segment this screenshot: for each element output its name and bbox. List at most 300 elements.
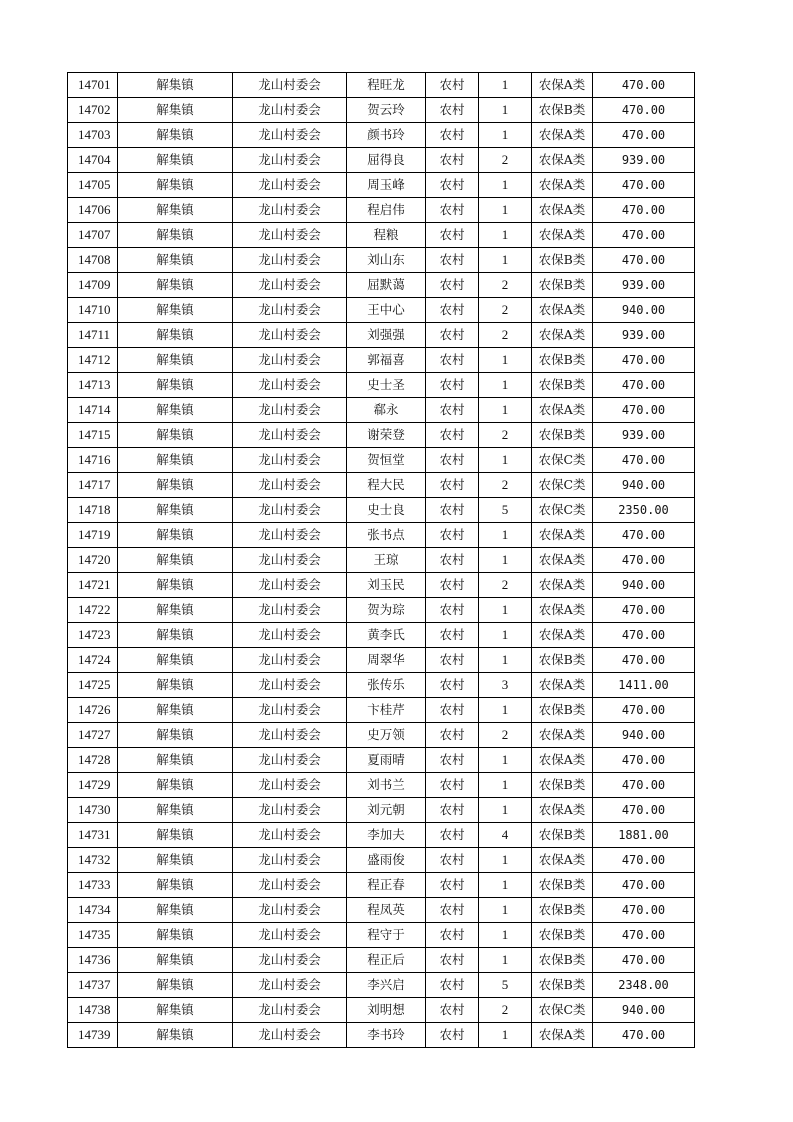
amount-cell: 470.00: [593, 523, 695, 548]
amount-cell: 2348.00: [593, 973, 695, 998]
residence-type-cell: 农村: [426, 98, 479, 123]
town-cell: 解集镇: [118, 748, 233, 773]
record-id-cell: 14714: [68, 398, 118, 423]
residence-type-cell: 农村: [426, 123, 479, 148]
town-cell: 解集镇: [118, 623, 233, 648]
town-cell: 解集镇: [118, 723, 233, 748]
town-cell: 解集镇: [118, 948, 233, 973]
insurance-category-cell: 农保B类: [532, 973, 593, 998]
record-id-cell: 14728: [68, 748, 118, 773]
amount-cell: 470.00: [593, 348, 695, 373]
insurance-category-cell: 农保A类: [532, 323, 593, 348]
person-name-cell: 刘明想: [347, 998, 426, 1023]
town-cell: 解集镇: [118, 998, 233, 1023]
table-row: [68, 923, 695, 948]
residence-type-cell: 农村: [426, 148, 479, 173]
residence-type-cell: 农村: [426, 698, 479, 723]
household-count-cell: 1: [479, 223, 532, 248]
table-row: [68, 998, 695, 1023]
household-count-cell: 1: [479, 398, 532, 423]
town-cell: 解集镇: [118, 248, 233, 273]
household-count-cell: 1: [479, 548, 532, 573]
town-cell: 解集镇: [118, 373, 233, 398]
person-name-cell: 刘元朝: [347, 798, 426, 823]
village-committee-cell: 龙山村委会: [233, 448, 347, 473]
record-id-cell: 14721: [68, 573, 118, 598]
town-cell: 解集镇: [118, 223, 233, 248]
table-row: [68, 73, 695, 98]
person-name-cell: 史万领: [347, 723, 426, 748]
record-id-cell: 14739: [68, 1023, 118, 1048]
amount-cell: 470.00: [593, 623, 695, 648]
amount-cell: 470.00: [593, 873, 695, 898]
household-count-cell: 2: [479, 323, 532, 348]
record-id-cell: 14709: [68, 273, 118, 298]
household-count-cell: 1: [479, 748, 532, 773]
person-name-cell: 程凤英: [347, 898, 426, 923]
person-name-cell: 程正春: [347, 873, 426, 898]
residence-type-cell: 农村: [426, 298, 479, 323]
amount-cell: 470.00: [593, 923, 695, 948]
town-cell: 解集镇: [118, 398, 233, 423]
town-cell: 解集镇: [118, 648, 233, 673]
insurance-category-cell: 农保B类: [532, 948, 593, 973]
record-id-cell: 14715: [68, 423, 118, 448]
record-id-cell: 14730: [68, 798, 118, 823]
insurance-category-cell: 农保A类: [532, 798, 593, 823]
residence-type-cell: 农村: [426, 373, 479, 398]
insurance-category-cell: 农保B类: [532, 373, 593, 398]
household-count-cell: 1: [479, 623, 532, 648]
record-id-cell: 14711: [68, 323, 118, 348]
residence-type-cell: 农村: [426, 323, 479, 348]
insurance-category-cell: 农保B类: [532, 898, 593, 923]
insurance-category-cell: 农保B类: [532, 273, 593, 298]
table-row: [68, 973, 695, 998]
table-row: [68, 323, 695, 348]
residence-type-cell: 农村: [426, 423, 479, 448]
record-id-cell: 14722: [68, 598, 118, 623]
village-committee-cell: 龙山村委会: [233, 248, 347, 273]
town-cell: 解集镇: [118, 348, 233, 373]
village-committee-cell: 龙山村委会: [233, 723, 347, 748]
town-cell: 解集镇: [118, 498, 233, 523]
household-count-cell: 2: [479, 273, 532, 298]
village-committee-cell: 龙山村委会: [233, 148, 347, 173]
town-cell: 解集镇: [118, 898, 233, 923]
record-id-cell: 14731: [68, 823, 118, 848]
table-row: [68, 373, 695, 398]
insurance-category-cell: 农保C类: [532, 448, 593, 473]
amount-cell: 470.00: [593, 198, 695, 223]
residence-type-cell: 农村: [426, 848, 479, 873]
table-row: [68, 773, 695, 798]
record-id-cell: 14724: [68, 648, 118, 673]
household-count-cell: 1: [479, 523, 532, 548]
insurance-category-cell: 农保C类: [532, 473, 593, 498]
record-id-cell: 14717: [68, 473, 118, 498]
person-name-cell: 史士圣: [347, 373, 426, 398]
amount-cell: 470.00: [593, 173, 695, 198]
town-cell: 解集镇: [118, 148, 233, 173]
village-committee-cell: 龙山村委会: [233, 373, 347, 398]
household-count-cell: 1: [479, 198, 532, 223]
amount-cell: 470.00: [593, 948, 695, 973]
person-name-cell: 郗永: [347, 398, 426, 423]
village-committee-cell: 龙山村委会: [233, 398, 347, 423]
insurance-category-cell: 农保A类: [532, 673, 593, 698]
table-row: [68, 898, 695, 923]
household-count-cell: 1: [479, 948, 532, 973]
household-count-cell: 1: [479, 873, 532, 898]
record-id-cell: 14720: [68, 548, 118, 573]
residence-type-cell: 农村: [426, 1023, 479, 1048]
record-id-cell: 14719: [68, 523, 118, 548]
town-cell: 解集镇: [118, 573, 233, 598]
insurance-category-cell: 农保A类: [532, 573, 593, 598]
town-cell: 解集镇: [118, 523, 233, 548]
table-row: [68, 498, 695, 523]
record-id-cell: 14734: [68, 898, 118, 923]
record-id-cell: 14704: [68, 148, 118, 173]
town-cell: 解集镇: [118, 98, 233, 123]
residence-type-cell: 农村: [426, 823, 479, 848]
residence-type-cell: 农村: [426, 223, 479, 248]
insurance-category-cell: 农保A类: [532, 148, 593, 173]
residence-type-cell: 农村: [426, 748, 479, 773]
person-name-cell: 史士良: [347, 498, 426, 523]
table-row: [68, 248, 695, 273]
amount-cell: 939.00: [593, 273, 695, 298]
person-name-cell: 李兴启: [347, 973, 426, 998]
person-name-cell: 贺云玲: [347, 98, 426, 123]
amount-cell: 470.00: [593, 73, 695, 98]
household-count-cell: 4: [479, 823, 532, 848]
town-cell: 解集镇: [118, 298, 233, 323]
amount-cell: 470.00: [593, 373, 695, 398]
household-count-cell: 2: [479, 573, 532, 598]
village-committee-cell: 龙山村委会: [233, 298, 347, 323]
table-row: [68, 823, 695, 848]
amount-cell: 1881.00: [593, 823, 695, 848]
record-id-cell: 14732: [68, 848, 118, 873]
village-committee-cell: 龙山村委会: [233, 948, 347, 973]
residence-type-cell: 农村: [426, 873, 479, 898]
amount-cell: 470.00: [593, 898, 695, 923]
insurance-category-cell: 农保B类: [532, 423, 593, 448]
person-name-cell: 谢荣登: [347, 423, 426, 448]
village-committee-cell: 龙山村委会: [233, 973, 347, 998]
insurance-category-cell: 农保A类: [532, 398, 593, 423]
residence-type-cell: 农村: [426, 248, 479, 273]
household-count-cell: 5: [479, 498, 532, 523]
amount-cell: 470.00: [593, 648, 695, 673]
village-committee-cell: 龙山村委会: [233, 348, 347, 373]
record-id-cell: 14703: [68, 123, 118, 148]
person-name-cell: 黄李氏: [347, 623, 426, 648]
insurance-category-cell: 农保A类: [532, 198, 593, 223]
village-committee-cell: 龙山村委会: [233, 998, 347, 1023]
insurance-category-cell: 农保A类: [532, 748, 593, 773]
person-name-cell: 王琼: [347, 548, 426, 573]
table-row: [68, 548, 695, 573]
insurance-category-cell: 农保B类: [532, 248, 593, 273]
village-committee-cell: 龙山村委会: [233, 273, 347, 298]
residence-type-cell: 农村: [426, 273, 479, 298]
household-count-cell: 2: [479, 298, 532, 323]
table-row: [68, 173, 695, 198]
person-name-cell: 刘山东: [347, 248, 426, 273]
record-id-cell: 14733: [68, 873, 118, 898]
household-count-cell: 1: [479, 923, 532, 948]
amount-cell: 940.00: [593, 473, 695, 498]
table-row: [68, 98, 695, 123]
record-id-cell: 14701: [68, 73, 118, 98]
person-name-cell: 程粮: [347, 223, 426, 248]
village-committee-cell: 龙山村委会: [233, 423, 347, 448]
insurance-category-cell: 农保C类: [532, 498, 593, 523]
amount-cell: 470.00: [593, 798, 695, 823]
village-committee-cell: 龙山村委会: [233, 548, 347, 573]
village-committee-cell: 龙山村委会: [233, 648, 347, 673]
person-name-cell: 郭福喜: [347, 348, 426, 373]
insurance-category-cell: 农保A类: [532, 848, 593, 873]
household-count-cell: 1: [479, 248, 532, 273]
record-id-cell: 14705: [68, 173, 118, 198]
table-row: [68, 673, 695, 698]
table-row: [68, 123, 695, 148]
amount-cell: 470.00: [593, 448, 695, 473]
residence-type-cell: 农村: [426, 798, 479, 823]
record-id-cell: 14736: [68, 948, 118, 973]
residence-type-cell: 农村: [426, 73, 479, 98]
person-name-cell: 刘强强: [347, 323, 426, 348]
household-count-cell: 2: [479, 723, 532, 748]
village-committee-cell: 龙山村委会: [233, 1023, 347, 1048]
person-name-cell: 贺恒堂: [347, 448, 426, 473]
amount-cell: 939.00: [593, 148, 695, 173]
insurance-category-cell: 农保A类: [532, 723, 593, 748]
village-committee-cell: 龙山村委会: [233, 173, 347, 198]
residence-type-cell: 农村: [426, 173, 479, 198]
table-row: [68, 423, 695, 448]
insurance-category-cell: 农保B类: [532, 698, 593, 723]
amount-cell: 2350.00: [593, 498, 695, 523]
insurance-category-cell: 农保A类: [532, 123, 593, 148]
household-count-cell: 2: [479, 423, 532, 448]
person-name-cell: 程守于: [347, 923, 426, 948]
person-name-cell: 屈默蔼: [347, 273, 426, 298]
record-id-cell: 14735: [68, 923, 118, 948]
person-name-cell: 程大民: [347, 473, 426, 498]
amount-cell: 470.00: [593, 598, 695, 623]
insurance-category-cell: 农保B类: [532, 773, 593, 798]
table-row: [68, 623, 695, 648]
residence-type-cell: 农村: [426, 198, 479, 223]
residence-type-cell: 农村: [426, 623, 479, 648]
residence-type-cell: 农村: [426, 973, 479, 998]
household-count-cell: 3: [479, 673, 532, 698]
village-committee-cell: 龙山村委会: [233, 773, 347, 798]
person-name-cell: 李加夫: [347, 823, 426, 848]
amount-cell: 940.00: [593, 723, 695, 748]
residence-type-cell: 农村: [426, 648, 479, 673]
insurance-category-cell: 农保B类: [532, 98, 593, 123]
village-committee-cell: 龙山村委会: [233, 323, 347, 348]
town-cell: 解集镇: [118, 273, 233, 298]
household-count-cell: 5: [479, 973, 532, 998]
table-row: [68, 598, 695, 623]
household-count-cell: 1: [479, 798, 532, 823]
table-row: [68, 473, 695, 498]
amount-cell: 470.00: [593, 698, 695, 723]
record-id-cell: 14723: [68, 623, 118, 648]
record-id-cell: 14729: [68, 773, 118, 798]
residence-type-cell: 农村: [426, 948, 479, 973]
person-name-cell: 盛雨俊: [347, 848, 426, 873]
insurance-category-cell: 农保A类: [532, 298, 593, 323]
roster-table-body: [68, 73, 695, 1048]
village-committee-cell: 龙山村委会: [233, 698, 347, 723]
table-row: [68, 198, 695, 223]
residence-type-cell: 农村: [426, 548, 479, 573]
residence-type-cell: 农村: [426, 523, 479, 548]
household-count-cell: 1: [479, 173, 532, 198]
residence-type-cell: 农村: [426, 998, 479, 1023]
village-committee-cell: 龙山村委会: [233, 623, 347, 648]
person-name-cell: 张传乐: [347, 673, 426, 698]
residence-type-cell: 农村: [426, 923, 479, 948]
person-name-cell: 夏雨晴: [347, 748, 426, 773]
record-id-cell: 14712: [68, 348, 118, 373]
insurance-category-cell: 农保A类: [532, 623, 593, 648]
residence-type-cell: 农村: [426, 473, 479, 498]
record-id-cell: 14738: [68, 998, 118, 1023]
record-id-cell: 14713: [68, 373, 118, 398]
person-name-cell: 周翠华: [347, 648, 426, 673]
town-cell: 解集镇: [118, 973, 233, 998]
amount-cell: 470.00: [593, 123, 695, 148]
household-count-cell: 1: [479, 648, 532, 673]
insurance-category-cell: 农保A类: [532, 73, 593, 98]
amount-cell: 940.00: [593, 298, 695, 323]
table-row: [68, 148, 695, 173]
record-id-cell: 14706: [68, 198, 118, 223]
insurance-category-cell: 农保A类: [532, 173, 593, 198]
household-count-cell: 1: [479, 848, 532, 873]
village-committee-cell: 龙山村委会: [233, 798, 347, 823]
amount-cell: 940.00: [593, 573, 695, 598]
table-row: [68, 448, 695, 473]
insurance-category-cell: 农保B类: [532, 923, 593, 948]
table-row: [68, 398, 695, 423]
town-cell: 解集镇: [118, 423, 233, 448]
amount-cell: 470.00: [593, 223, 695, 248]
record-id-cell: 14710: [68, 298, 118, 323]
record-id-cell: 14708: [68, 248, 118, 273]
residence-type-cell: 农村: [426, 723, 479, 748]
record-id-cell: 14727: [68, 723, 118, 748]
village-committee-cell: 龙山村委会: [233, 873, 347, 898]
town-cell: 解集镇: [118, 598, 233, 623]
amount-cell: 470.00: [593, 548, 695, 573]
village-committee-cell: 龙山村委会: [233, 598, 347, 623]
amount-cell: 470.00: [593, 398, 695, 423]
town-cell: 解集镇: [118, 173, 233, 198]
table-row: [68, 948, 695, 973]
table-row: [68, 273, 695, 298]
amount-cell: 939.00: [593, 323, 695, 348]
record-id-cell: 14737: [68, 973, 118, 998]
household-count-cell: 1: [479, 348, 532, 373]
residence-type-cell: 农村: [426, 773, 479, 798]
town-cell: 解集镇: [118, 323, 233, 348]
amount-cell: 470.00: [593, 98, 695, 123]
village-committee-cell: 龙山村委会: [233, 223, 347, 248]
residence-type-cell: 农村: [426, 348, 479, 373]
town-cell: 解集镇: [118, 548, 233, 573]
table-row: [68, 873, 695, 898]
insurance-category-cell: 农保C类: [532, 998, 593, 1023]
town-cell: 解集镇: [118, 823, 233, 848]
table-row: [68, 723, 695, 748]
town-cell: 解集镇: [118, 773, 233, 798]
town-cell: 解集镇: [118, 923, 233, 948]
town-cell: 解集镇: [118, 673, 233, 698]
town-cell: 解集镇: [118, 73, 233, 98]
insurance-category-cell: 农保A类: [532, 223, 593, 248]
village-committee-cell: 龙山村委会: [233, 673, 347, 698]
table-row: [68, 1023, 695, 1048]
household-count-cell: 2: [479, 473, 532, 498]
person-name-cell: 程旺龙: [347, 73, 426, 98]
table-row: [68, 848, 695, 873]
person-name-cell: 王中心: [347, 298, 426, 323]
household-count-cell: 2: [479, 148, 532, 173]
insurance-category-cell: 农保B类: [532, 648, 593, 673]
insurance-category-cell: 农保B类: [532, 348, 593, 373]
insurance-category-cell: 农保A类: [532, 523, 593, 548]
household-count-cell: 1: [479, 98, 532, 123]
amount-cell: 470.00: [593, 848, 695, 873]
village-committee-cell: 龙山村委会: [233, 923, 347, 948]
person-name-cell: 张书点: [347, 523, 426, 548]
amount-cell: 470.00: [593, 1023, 695, 1048]
person-name-cell: 刘书兰: [347, 773, 426, 798]
insurance-category-cell: 农保B类: [532, 823, 593, 848]
table-row: [68, 648, 695, 673]
person-name-cell: 颜书玲: [347, 123, 426, 148]
village-committee-cell: 龙山村委会: [233, 498, 347, 523]
household-count-cell: 1: [479, 698, 532, 723]
village-committee-cell: 龙山村委会: [233, 898, 347, 923]
household-count-cell: 1: [479, 773, 532, 798]
village-committee-cell: 龙山村委会: [233, 748, 347, 773]
insurance-category-cell: 农保A类: [532, 548, 593, 573]
town-cell: 解集镇: [118, 848, 233, 873]
town-cell: 解集镇: [118, 1023, 233, 1048]
village-committee-cell: 龙山村委会: [233, 823, 347, 848]
table-row: [68, 698, 695, 723]
table-row: [68, 223, 695, 248]
household-count-cell: 2: [479, 998, 532, 1023]
town-cell: 解集镇: [118, 123, 233, 148]
record-id-cell: 14702: [68, 98, 118, 123]
table-row: [68, 523, 695, 548]
table-row: [68, 573, 695, 598]
residence-type-cell: 农村: [426, 573, 479, 598]
household-count-cell: 1: [479, 73, 532, 98]
